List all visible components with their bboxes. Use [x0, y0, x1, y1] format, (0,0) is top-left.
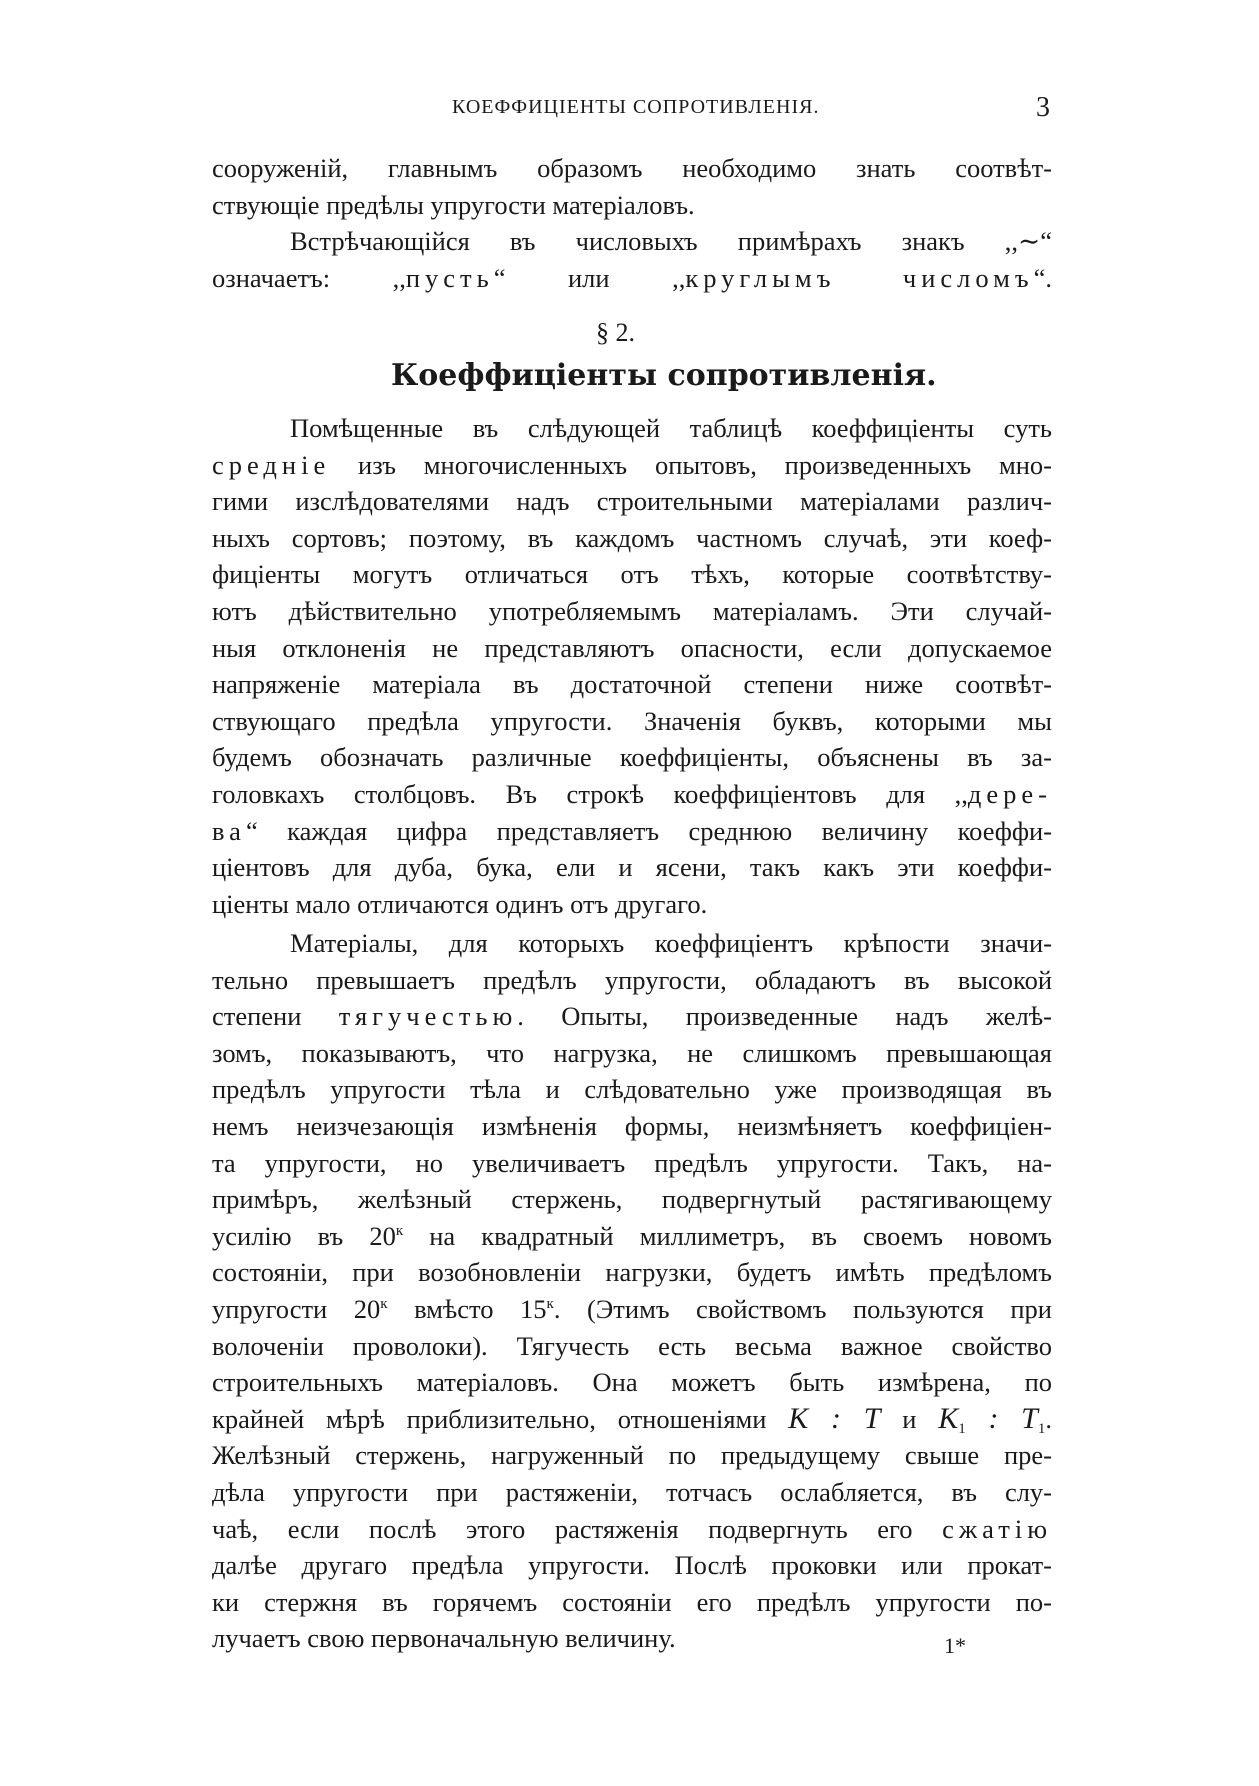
text-line: степени тягучестью. Опыты, произведенные надъ желѣ-	[212, 1001, 1052, 1032]
text-line: волоченіи проволоки). Тягучесть есть весьма важное свойство	[212, 1330, 1052, 1361]
text-line: головкахъ столбцовъ. Въ строкѣ коеффиціентовъ для ,,дере-	[212, 778, 1052, 809]
formula: K : T	[788, 1401, 881, 1435]
text-line: немъ неизчезающія измѣненія формы, неизмѣняетъ коеффиціен-	[212, 1110, 1052, 1141]
text-line: примѣръ, желѣзный стержень, подвергнутый растягивающему	[212, 1184, 1052, 1215]
text-line: упругости $20^к$ вмѣсто $15^к$. (Этимъ свойствомъ пользуются при	[212, 1293, 1052, 1324]
signature-mark: 1*	[944, 1633, 966, 1658]
text-line: лучаетъ свою первоначальную величину.	[212, 1623, 676, 1654]
text-line: гими изслѣдователями надъ строительными матеріалами различ-	[212, 486, 1052, 517]
formula: : T	[965, 1401, 1038, 1435]
formula: K	[938, 1401, 959, 1435]
emphasis-text: пусть	[405, 262, 494, 293]
intro-text	[212, 150, 1052, 296]
emphasis-text: круглымъ числомъ	[685, 262, 1034, 293]
running-header-title: КОЕФФИЦІЕНТЫ СОПРОТИВЛЕНІЯ.	[452, 96, 820, 118]
text-line: означаетъ: ,,пусть“ или ,,круглымъ числомъ“.	[212, 262, 1052, 293]
text-line: напряженіе матеріала въ достаточной степени ниже соотвѣт-	[212, 669, 1052, 700]
text-line: ныя отклоненія не представляютъ опасности, если допускаемое	[212, 632, 1052, 663]
text-line: средніе изъ многочисленныхъ опытовъ, произведенныхъ мно-	[212, 449, 1052, 480]
text-line: далѣе другаго предѣла упругости. Послѣ проковки или прокат-	[212, 1550, 1052, 1581]
text-line: ціенты мало отличаются одинъ отъ другаго.	[212, 888, 708, 919]
emphasis-text: средніе	[212, 449, 331, 480]
text-line: зомъ, показываютъ, что нагрузка, не слишкомъ превышающая	[212, 1037, 1052, 1068]
section-number: § 2.	[596, 318, 635, 347]
text-line: ва“ каждая цифра представляетъ среднюю величину коеффи-	[212, 815, 1052, 846]
text-line: та упругости, но увеличиваетъ предѣлъ упругости. Такъ, на-	[212, 1147, 1052, 1178]
text-line: ки стержня въ горячемъ состояніи его предѣлъ упругости по-	[212, 1586, 1052, 1617]
text-line: ствующаго предѣла упругости. Значенія буквъ, которыми мы	[212, 705, 1052, 736]
text-line: ціентовъ для дуба, бука, ели и ясени, такъ какъ эти коеффи-	[212, 852, 1052, 883]
text-line: сооруженій, главнымъ образомъ необходимо знать соотвѣт-	[212, 153, 1052, 183]
text-line: Матеріалы, для которыхъ коеффиціентъ крѣпости значи-	[290, 928, 1052, 958]
paragraph-1	[212, 410, 1052, 922]
text-line: Желѣзный стержень, нагруженный по предыдущему свыше пре-	[212, 1440, 1052, 1471]
text-line: фиціенты могутъ отличаться отъ тѣхъ, которые соотвѣтству-	[212, 559, 1052, 590]
text-line: будемъ обозначать различные коеффиціенты, объяснены въ за-	[212, 742, 1052, 773]
emphasis-text: сжатію	[942, 1513, 1052, 1544]
emphasis-text: дере-	[967, 778, 1052, 809]
text-line: ствующіе предѣлы упругости матеріаловъ.	[212, 189, 695, 220]
emphasis-text: ва	[212, 815, 246, 846]
emphasis-text: тягучестью	[338, 1001, 518, 1032]
text-line: ныхъ сортовъ; поэтому, въ каждомъ частномъ случаѣ, эти коеф-	[212, 522, 1052, 553]
text-line: состояніи, при возобновленіи нагрузки, будетъ имѣть предѣломъ	[212, 1257, 1052, 1288]
text-line: чаѣ, если послѣ этого растяженія подвергнуть его сжатію	[212, 1513, 1052, 1544]
text-line: тельно превышаетъ предѣлъ упругости, обладаютъ въ высокой	[212, 964, 1052, 995]
text-line: Встрѣчающійся въ числовыхъ примѣрахъ знакъ ,,∼“	[290, 226, 1052, 257]
page-number: 3	[1036, 92, 1050, 123]
text-line: ютъ дѣйствительно употребляемымъ матеріаламъ. Эти случай-	[212, 595, 1052, 626]
text-line: Помѣщенные въ слѣдующей таблицѣ коеффиціенты суть	[290, 413, 1052, 443]
text-line: предѣлъ упругости тѣла и слѣдовательно уже производящая въ	[212, 1074, 1052, 1105]
section-title: Коеффиціенты сопротивленія.	[391, 358, 937, 393]
text-line: строительныхъ матеріаловъ. Она можетъ быть измѣрена, по	[212, 1367, 1052, 1398]
paragraph-2	[212, 925, 1052, 1657]
text-line: крайней мѣрѣ приблизительно, отношеніями K : T и $K_1$ : $T_1$.	[212, 1401, 1052, 1437]
text-line: дѣла упругости при растяженіи, тотчасъ ослабляется, въ слу-	[212, 1476, 1052, 1507]
text-line: усилію въ $20^к$ на квадратный миллиметръ, въ своемъ новомъ	[212, 1220, 1052, 1251]
